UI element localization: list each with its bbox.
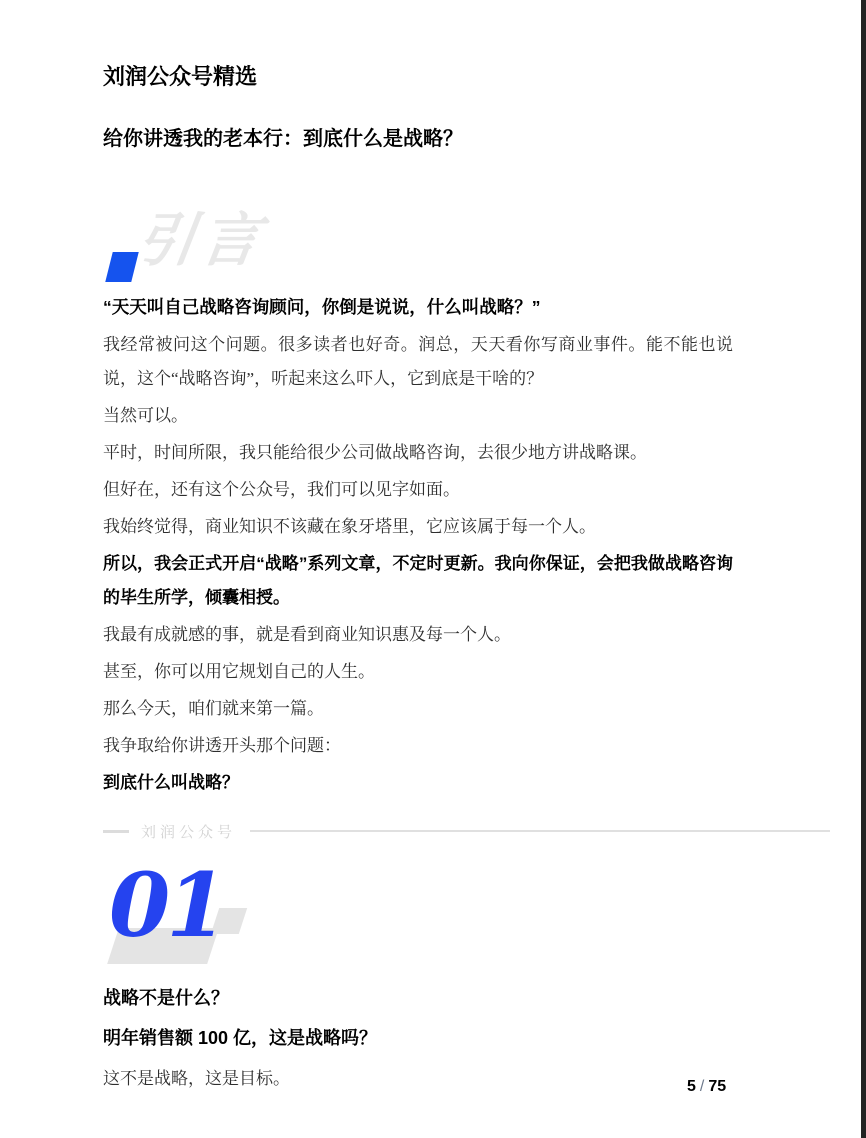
section-01-logo: [103, 853, 733, 960]
section-heading-1: 战略不是什么？: [103, 988, 229, 1008]
page-right-edge: [861, 0, 866, 1138]
paragraph: 平时，时间所限，我只能给很少公司做战略咨询，去很少地方讲战略课。: [103, 443, 647, 462]
section-body-text: 这不是战略，这是目标。: [103, 1069, 290, 1088]
paragraph-emphasis: 到底什么叫战略？: [103, 773, 239, 792]
divider-dash: [103, 830, 129, 833]
section-heading-2: 明年销售额 100 亿，这是战略吗？: [103, 1028, 378, 1048]
book-header-title: 刘润公众号精选: [103, 64, 258, 89]
page-number-total: 75: [708, 1078, 727, 1095]
section-divider: [103, 822, 830, 840]
page-number-separator: /: [699, 1078, 705, 1095]
intro-paragraphs: [103, 328, 733, 800]
divider-brand-label: 刘润公众号: [141, 823, 237, 841]
paragraph: 我始终觉得，商业知识不该藏在象牙塔里，它应该属于每一个人。: [103, 517, 596, 536]
page-content: [103, 0, 733, 1092]
article-title: 给你讲透我的老本行：到底什么是战略？: [103, 128, 463, 150]
paragraph-emphasis: 所以，我会正式开启“战略”系列文章，不定时更新。我向你保证，会把我做战略咨询的毕生所学，倾囊相授。: [103, 554, 733, 607]
paragraph: 我经常被问这个问题。很多读者也好奇。润总，天天看你写商业事件。能不能也说说，这个“战略咨询”，听起来这么吓人，它到底是干啥的？: [103, 335, 733, 388]
page-number-current: 5: [687, 1078, 696, 1095]
intro-quote: “天天叫自己战略咨询顾问，你倒是说说，什么叫战略？”: [103, 297, 541, 317]
paragraph: 那么今天，咱们就来第一篇。: [103, 699, 324, 718]
divider-rule: [250, 830, 830, 832]
section-number-text: 01: [109, 853, 224, 957]
intro-watermark-label: 引言: [132, 208, 270, 273]
paragraph: 当然可以。: [103, 406, 188, 425]
paragraph: 但好在，还有这个公众号，我们可以见字如面。: [103, 480, 460, 499]
page-number-indicator: [687, 1078, 726, 1096]
intro-section-logo: [103, 208, 733, 284]
paragraph: 甚至，你可以用它规划自己的人生。: [103, 662, 375, 681]
paragraph: 我最有成就感的事，就是看到商业知识惠及每一个人。: [103, 625, 511, 644]
paragraph: 我争取给你讲透开头那个问题：: [103, 736, 341, 755]
